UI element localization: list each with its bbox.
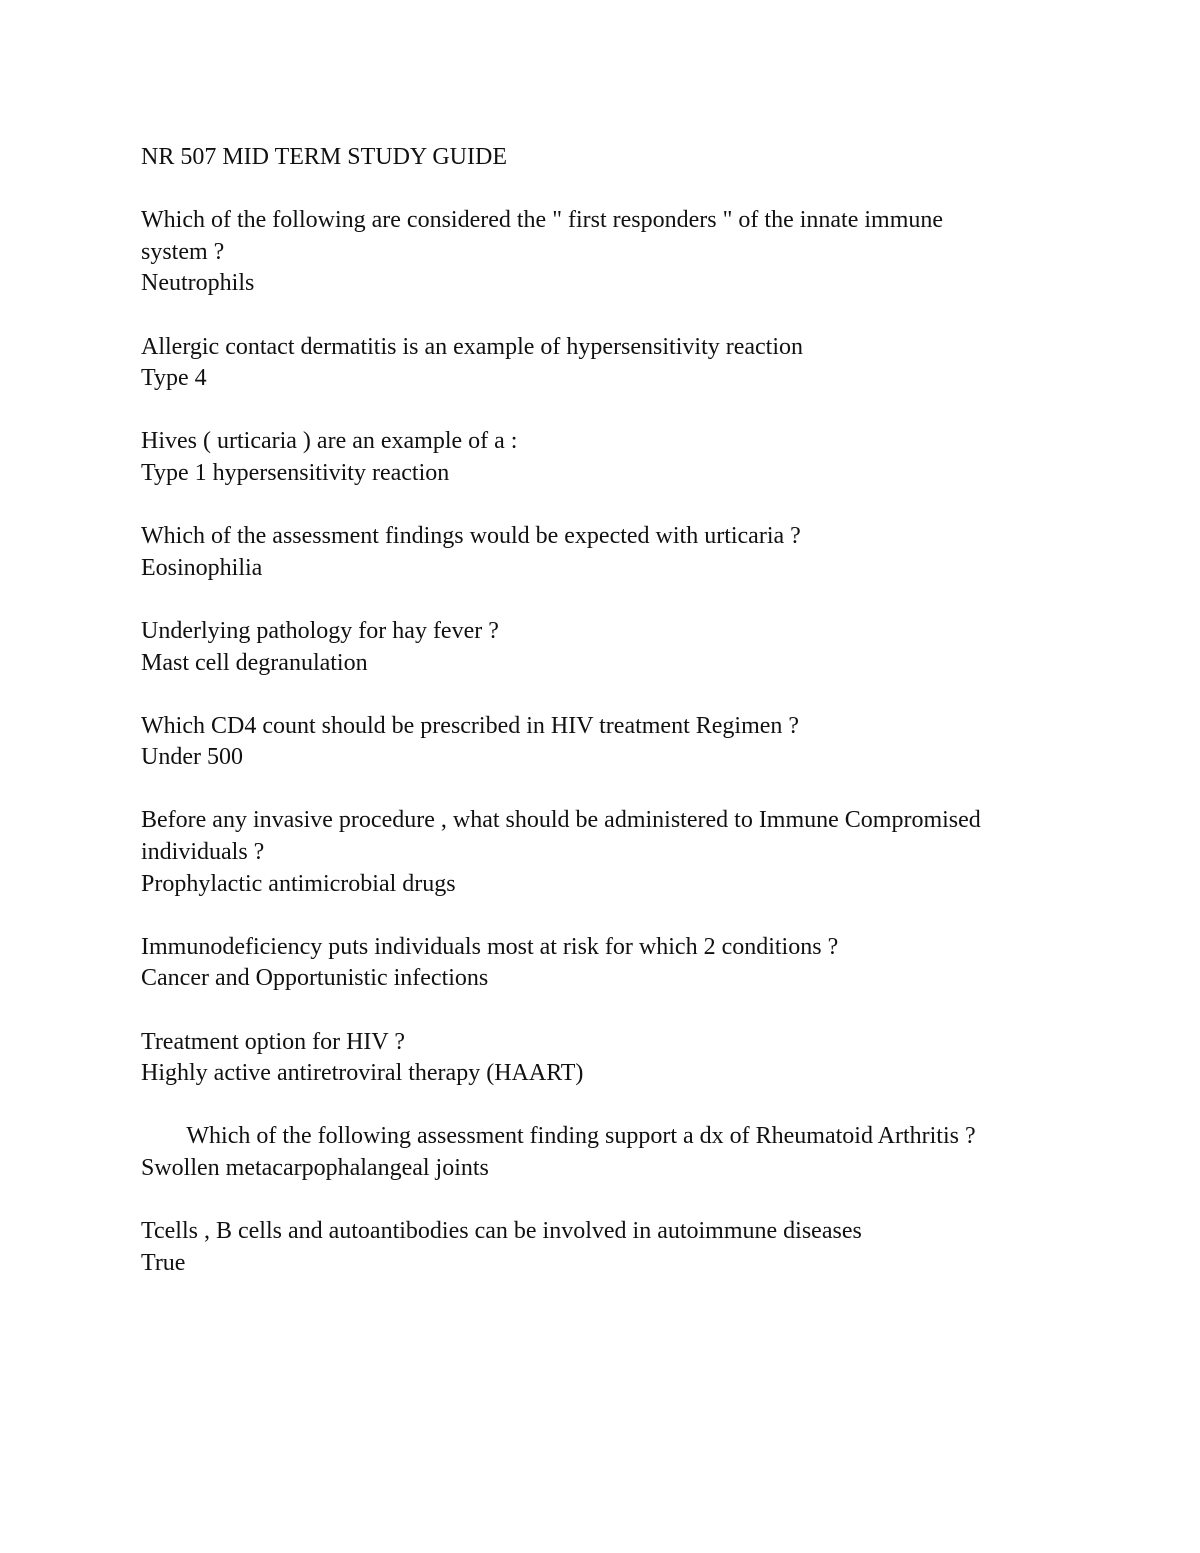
question-text: Treatment option for HIV ? — [141, 1028, 405, 1055]
qa-item — [141, 1121, 981, 1184]
question-text: Which of the following are considered the " first responders " of the innate immune system ? — [141, 207, 944, 265]
answer-text: Mast cell degranulation — [141, 649, 368, 676]
qa-item — [141, 1216, 981, 1279]
question-text: Allergic contact dermatitis is an example of hypersensitivity reaction — [141, 333, 804, 360]
qa-item — [141, 805, 981, 900]
document-body — [141, 142, 981, 1311]
qa-item — [141, 1027, 981, 1090]
qa-item — [141, 205, 981, 300]
answer-text: Type 4 — [141, 365, 207, 392]
qa-item — [141, 616, 981, 679]
qa-item — [141, 521, 981, 584]
question-text: Which of the following assessment finding support a dx of Rheumatoid Arthritis ? — [186, 1123, 976, 1150]
answer-text: Eosinophilia — [141, 554, 263, 581]
document-title: NR 507 MID TERM STUDY GUIDE — [141, 144, 507, 170]
answer-text: Swollen metacarpophalangeal joints — [141, 1155, 489, 1181]
question-text: Hives ( urticaria ) are an example of a : — [141, 428, 518, 455]
answer-text: Type 1 hypersensitivity reaction — [141, 459, 450, 486]
question-text: Which of the assessment findings would be expected with urticaria ? — [141, 523, 801, 550]
answer-text: Neutrophils — [141, 270, 255, 297]
answer-text: Cancer and Opportunistic infections — [141, 965, 489, 992]
qa-item — [141, 711, 981, 774]
answer-text: Highly active antiretroviral therapy (HAART) — [141, 1060, 584, 1087]
answer-text: Prophylactic antimicrobial drugs — [141, 870, 456, 897]
question-text: Which CD4 count should be prescribed in HIV treatment Regimen ? — [141, 712, 800, 739]
answer-text: Under 500 — [141, 744, 243, 771]
question-text: Before any invasive procedure , what should be administered to Immune Compromised individuals ? — [141, 807, 981, 866]
question-text: Immunodeficiency puts individuals most at risk for which 2 conditions ? — [141, 933, 839, 960]
qa-item — [141, 426, 981, 489]
question-text: Underlying pathology for hay fever ? — [141, 617, 499, 644]
question-text: Tcells , B cells and autoantibodies can be involved in autoimmune diseases — [141, 1218, 862, 1245]
qa-item — [141, 332, 981, 395]
qa-item — [141, 932, 981, 995]
answer-text: True — [141, 1249, 186, 1276]
